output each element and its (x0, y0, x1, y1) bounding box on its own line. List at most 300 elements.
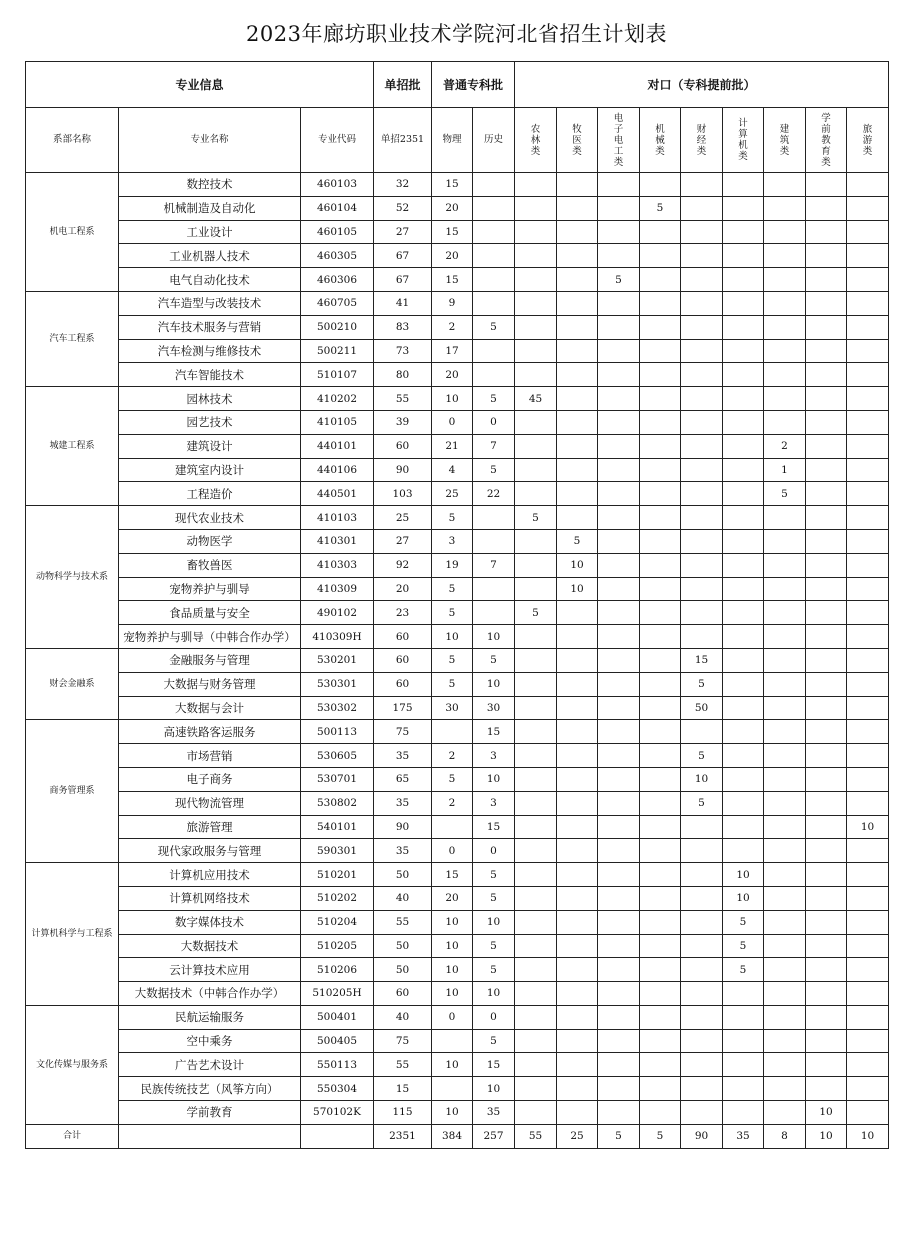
quota-cell (640, 1005, 681, 1029)
header-duikou-col: 机械类 (640, 108, 681, 173)
quota-cell: 3 (432, 529, 473, 553)
table-row (26, 553, 889, 577)
quota-cell (847, 339, 889, 363)
quota-cell: 50 (681, 696, 723, 720)
quota-cell (806, 291, 847, 315)
quota-cell (764, 577, 806, 601)
quota-cell (847, 791, 889, 815)
quota-cell (764, 886, 806, 910)
total-value: 384 (432, 1124, 473, 1148)
quota-cell (640, 744, 681, 768)
quota-cell: 5 (557, 529, 598, 553)
quota-cell (806, 601, 847, 625)
major-code: 530201 (301, 648, 374, 672)
quota-cell (640, 1053, 681, 1077)
total-value: 10 (847, 1124, 889, 1148)
quota-cell (598, 220, 640, 244)
quota-cell (723, 1101, 764, 1125)
header-duikou-col: 电子电工类 (598, 108, 640, 173)
quota-cell: 5 (473, 958, 515, 982)
major-code: 500405 (301, 1029, 374, 1053)
major-name: 宠物养护与驯导（中韩合作办学） (119, 625, 301, 649)
quota-cell: 39 (374, 410, 432, 434)
quota-cell (806, 363, 847, 387)
quota-cell (473, 196, 515, 220)
quota-cell (598, 196, 640, 220)
quota-cell (723, 601, 764, 625)
quota-cell: 10 (557, 577, 598, 601)
quota-cell (847, 410, 889, 434)
quota-cell (515, 1005, 557, 1029)
quota-cell (806, 196, 847, 220)
major-name: 现代物流管理 (119, 791, 301, 815)
quota-cell (557, 1005, 598, 1029)
major-code: 440106 (301, 458, 374, 482)
major-name: 工业设计 (119, 220, 301, 244)
quota-cell (806, 1053, 847, 1077)
quota-cell (723, 268, 764, 292)
quota-cell (806, 1005, 847, 1029)
major-name: 数控技术 (119, 173, 301, 197)
major-name: 计算机应用技术 (119, 863, 301, 887)
quota-cell (764, 553, 806, 577)
major-code: 530802 (301, 791, 374, 815)
quota-cell (515, 839, 557, 863)
major-code: 410105 (301, 410, 374, 434)
quota-cell (640, 1101, 681, 1125)
major-name: 机械制造及自动化 (119, 196, 301, 220)
quota-cell: 3 (473, 744, 515, 768)
quota-cell (598, 529, 640, 553)
major-name: 畜牧兽医 (119, 553, 301, 577)
total-value: 5 (640, 1124, 681, 1148)
total-label: 合计 (26, 1124, 119, 1148)
quota-cell (847, 1029, 889, 1053)
quota-cell: 35 (374, 839, 432, 863)
major-name: 学前教育 (119, 1101, 301, 1125)
department-name: 汽车工程系 (26, 291, 119, 386)
quota-cell (598, 1101, 640, 1125)
quota-cell (515, 1077, 557, 1101)
quota-cell (515, 791, 557, 815)
quota-cell: 5 (473, 315, 515, 339)
quota-cell (723, 1053, 764, 1077)
quota-cell: 20 (374, 577, 432, 601)
quota-cell (723, 482, 764, 506)
quota-cell (598, 791, 640, 815)
quota-cell: 20 (432, 196, 473, 220)
quota-cell (806, 648, 847, 672)
quota-cell (640, 982, 681, 1006)
header-duikou-col: 旅游类 (847, 108, 889, 173)
quota-cell: 25 (374, 506, 432, 530)
quota-cell (640, 815, 681, 839)
quota-cell: 5 (515, 601, 557, 625)
quota-cell (515, 458, 557, 482)
quota-cell (640, 839, 681, 863)
quota-cell (847, 482, 889, 506)
quota-cell (598, 244, 640, 268)
major-code: 440501 (301, 482, 374, 506)
quota-cell (764, 363, 806, 387)
quota-cell (515, 982, 557, 1006)
quota-cell (515, 268, 557, 292)
quota-cell (806, 173, 847, 197)
table-row (26, 1005, 889, 1029)
header-major-name: 专业名称 (119, 108, 301, 173)
quota-cell (764, 1101, 806, 1125)
quota-cell (598, 363, 640, 387)
quota-cell: 35 (374, 744, 432, 768)
quota-cell: 50 (374, 863, 432, 887)
table-row (26, 696, 889, 720)
quota-cell (723, 387, 764, 411)
major-code: 550113 (301, 1053, 374, 1077)
quota-cell (640, 791, 681, 815)
table-row (26, 839, 889, 863)
total-value: 2351 (374, 1124, 432, 1148)
quota-cell (432, 815, 473, 839)
quota-cell: 40 (374, 886, 432, 910)
quota-cell (557, 196, 598, 220)
quota-cell (764, 696, 806, 720)
quota-cell: 10 (473, 1077, 515, 1101)
quota-cell (432, 1077, 473, 1101)
quota-cell: 10 (681, 767, 723, 791)
quota-cell: 15 (473, 1053, 515, 1077)
quota-cell (640, 220, 681, 244)
header-major-code: 专业代码 (301, 108, 374, 173)
quota-cell: 20 (432, 244, 473, 268)
quota-cell (681, 720, 723, 744)
quota-cell: 5 (432, 601, 473, 625)
table-row (26, 910, 889, 934)
quota-cell (473, 291, 515, 315)
header-duikou-col: 建筑类 (764, 108, 806, 173)
table-row (26, 482, 889, 506)
quota-cell: 5 (681, 672, 723, 696)
quota-cell (681, 982, 723, 1006)
quota-cell (764, 529, 806, 553)
major-name: 大数据与财务管理 (119, 672, 301, 696)
quota-cell (847, 601, 889, 625)
department-name: 城建工程系 (26, 387, 119, 506)
quota-cell (764, 173, 806, 197)
quota-cell: 115 (374, 1101, 432, 1125)
table-row (26, 1053, 889, 1077)
quota-cell (640, 529, 681, 553)
quota-cell (557, 934, 598, 958)
quota-cell (557, 434, 598, 458)
quota-cell (681, 458, 723, 482)
quota-cell (806, 387, 847, 411)
quota-cell (557, 1077, 598, 1101)
major-code: 510107 (301, 363, 374, 387)
quota-cell (806, 1029, 847, 1053)
quota-cell: 15 (432, 863, 473, 887)
quota-cell (557, 268, 598, 292)
major-code: 410309H (301, 625, 374, 649)
quota-cell (557, 458, 598, 482)
major-name: 工业机器人技术 (119, 244, 301, 268)
major-name: 汽车技术服务与营销 (119, 315, 301, 339)
quota-cell (640, 339, 681, 363)
quota-cell (806, 863, 847, 887)
table-row (26, 791, 889, 815)
table-row (26, 648, 889, 672)
quota-cell (764, 648, 806, 672)
quota-cell (681, 1053, 723, 1077)
major-code: 500401 (301, 1005, 374, 1029)
quota-cell (557, 601, 598, 625)
quota-cell (806, 506, 847, 530)
department-name: 财会金融系 (26, 648, 119, 719)
header-column-row (26, 108, 889, 173)
major-code: 510201 (301, 863, 374, 887)
total-value: 25 (557, 1124, 598, 1148)
quota-cell (723, 720, 764, 744)
major-name: 大数据与会计 (119, 696, 301, 720)
quota-cell (640, 934, 681, 958)
quota-cell: 15 (432, 173, 473, 197)
quota-cell (557, 982, 598, 1006)
quota-cell (847, 363, 889, 387)
quota-cell (557, 173, 598, 197)
quota-cell (847, 434, 889, 458)
quota-cell (806, 482, 847, 506)
table-row (26, 434, 889, 458)
header-duikou-col: 财经类 (681, 108, 723, 173)
quota-cell (557, 910, 598, 934)
quota-cell: 10 (557, 553, 598, 577)
quota-cell (764, 244, 806, 268)
table-row (26, 1029, 889, 1053)
quota-cell (806, 815, 847, 839)
quota-cell: 75 (374, 720, 432, 744)
quota-cell: 27 (374, 529, 432, 553)
quota-cell (847, 387, 889, 411)
quota-cell (598, 315, 640, 339)
quota-cell (847, 672, 889, 696)
quota-cell: 5 (723, 958, 764, 982)
quota-cell (681, 839, 723, 863)
quota-cell (847, 220, 889, 244)
quota-cell (640, 363, 681, 387)
header-dept: 系部名称 (26, 108, 119, 173)
header-physics: 物理 (432, 108, 473, 173)
major-name: 汽车检测与维修技术 (119, 339, 301, 363)
header-group-duikou: 对口（专科提前批） (515, 62, 889, 108)
quota-cell (847, 839, 889, 863)
major-code: 460104 (301, 196, 374, 220)
major-code: 540101 (301, 815, 374, 839)
quota-cell (847, 744, 889, 768)
quota-cell: 175 (374, 696, 432, 720)
quota-cell: 10 (432, 387, 473, 411)
quota-cell (557, 363, 598, 387)
header-group-general: 普通专科批 (432, 62, 515, 108)
table-row (26, 767, 889, 791)
table-row (26, 982, 889, 1006)
table-row (26, 744, 889, 768)
quota-cell: 80 (374, 363, 432, 387)
quota-cell (847, 886, 889, 910)
quota-cell (847, 910, 889, 934)
quota-cell (515, 577, 557, 601)
quota-cell (847, 648, 889, 672)
quota-cell: 10 (432, 910, 473, 934)
quota-cell (515, 529, 557, 553)
header-duikou-col: 学前教育类 (806, 108, 847, 173)
quota-cell: 10 (432, 958, 473, 982)
quota-cell (681, 577, 723, 601)
quota-cell: 5 (681, 744, 723, 768)
quota-cell (640, 434, 681, 458)
quota-cell (598, 648, 640, 672)
quota-cell (681, 1101, 723, 1125)
quota-cell: 35 (473, 1101, 515, 1125)
quota-cell (723, 173, 764, 197)
quota-cell (640, 268, 681, 292)
quota-cell: 60 (374, 672, 432, 696)
quota-cell (847, 863, 889, 887)
quota-cell (515, 648, 557, 672)
quota-cell (557, 1029, 598, 1053)
quota-cell: 5 (432, 648, 473, 672)
quota-cell (640, 625, 681, 649)
quota-cell (764, 815, 806, 839)
table-row (26, 387, 889, 411)
quota-cell (640, 410, 681, 434)
major-name: 园艺技术 (119, 410, 301, 434)
quota-cell: 67 (374, 244, 432, 268)
quota-cell: 0 (473, 410, 515, 434)
quota-cell: 10 (473, 672, 515, 696)
quota-cell: 35 (374, 791, 432, 815)
quota-cell (640, 672, 681, 696)
quota-cell (557, 863, 598, 887)
quota-cell (723, 244, 764, 268)
major-code: 510202 (301, 886, 374, 910)
quota-cell (847, 625, 889, 649)
major-name: 建筑设计 (119, 434, 301, 458)
quota-cell (806, 577, 847, 601)
quota-cell (515, 434, 557, 458)
quota-cell (806, 625, 847, 649)
major-code: 490102 (301, 601, 374, 625)
table-row (26, 529, 889, 553)
quota-cell (598, 910, 640, 934)
quota-cell (681, 601, 723, 625)
major-name: 园林技术 (119, 387, 301, 411)
quota-cell: 73 (374, 339, 432, 363)
quota-cell: 50 (374, 958, 432, 982)
quota-cell: 5 (432, 672, 473, 696)
header-history: 历史 (473, 108, 515, 173)
quota-cell (640, 958, 681, 982)
total-empty-cell (119, 1124, 301, 1148)
quota-cell (847, 291, 889, 315)
quota-cell (764, 506, 806, 530)
quota-cell: 90 (374, 458, 432, 482)
quota-cell: 5 (473, 863, 515, 887)
quota-cell (640, 577, 681, 601)
department-name: 商务管理系 (26, 720, 119, 863)
quota-cell (557, 886, 598, 910)
quota-cell (806, 434, 847, 458)
quota-cell (723, 839, 764, 863)
quota-cell: 55 (374, 387, 432, 411)
department-name: 计算机科学与工程系 (26, 863, 119, 1006)
quota-cell (681, 482, 723, 506)
quota-cell (557, 410, 598, 434)
quota-cell: 15 (432, 220, 473, 244)
quota-cell: 0 (473, 1005, 515, 1029)
table-row (26, 863, 889, 887)
quota-cell (640, 720, 681, 744)
quota-cell (473, 244, 515, 268)
quota-cell (640, 1077, 681, 1101)
table-row (26, 458, 889, 482)
quota-cell (681, 315, 723, 339)
quota-cell (806, 767, 847, 791)
major-name: 动物医学 (119, 529, 301, 553)
quota-cell (432, 1029, 473, 1053)
total-value: 10 (806, 1124, 847, 1148)
quota-cell (723, 672, 764, 696)
quota-cell: 0 (432, 410, 473, 434)
quota-cell (640, 506, 681, 530)
table-row (26, 934, 889, 958)
quota-cell (806, 672, 847, 696)
quota-cell: 15 (473, 720, 515, 744)
department-name: 机电工程系 (26, 173, 119, 292)
quota-cell (598, 482, 640, 506)
major-code: 440101 (301, 434, 374, 458)
quota-cell: 60 (374, 982, 432, 1006)
quota-cell (764, 315, 806, 339)
table-row (26, 315, 889, 339)
quota-cell: 10 (723, 886, 764, 910)
quota-cell (806, 1077, 847, 1101)
quota-cell (598, 291, 640, 315)
quota-cell (806, 339, 847, 363)
quota-cell (847, 1053, 889, 1077)
quota-cell: 0 (473, 839, 515, 863)
quota-cell: 5 (473, 648, 515, 672)
quota-cell (806, 410, 847, 434)
quota-cell (598, 601, 640, 625)
quota-cell (515, 1029, 557, 1053)
quota-cell (557, 1101, 598, 1125)
quota-cell (557, 672, 598, 696)
quota-cell (557, 648, 598, 672)
quota-cell (557, 482, 598, 506)
table-row (26, 577, 889, 601)
quota-cell (806, 315, 847, 339)
total-value: 55 (515, 1124, 557, 1148)
quota-cell (598, 506, 640, 530)
quota-cell (764, 767, 806, 791)
major-name: 食品质量与安全 (119, 601, 301, 625)
quota-cell (806, 958, 847, 982)
table-row (26, 173, 889, 197)
quota-cell (681, 339, 723, 363)
major-code: 570102K (301, 1101, 374, 1125)
quota-cell (515, 244, 557, 268)
major-code: 530605 (301, 744, 374, 768)
quota-cell: 2 (432, 791, 473, 815)
